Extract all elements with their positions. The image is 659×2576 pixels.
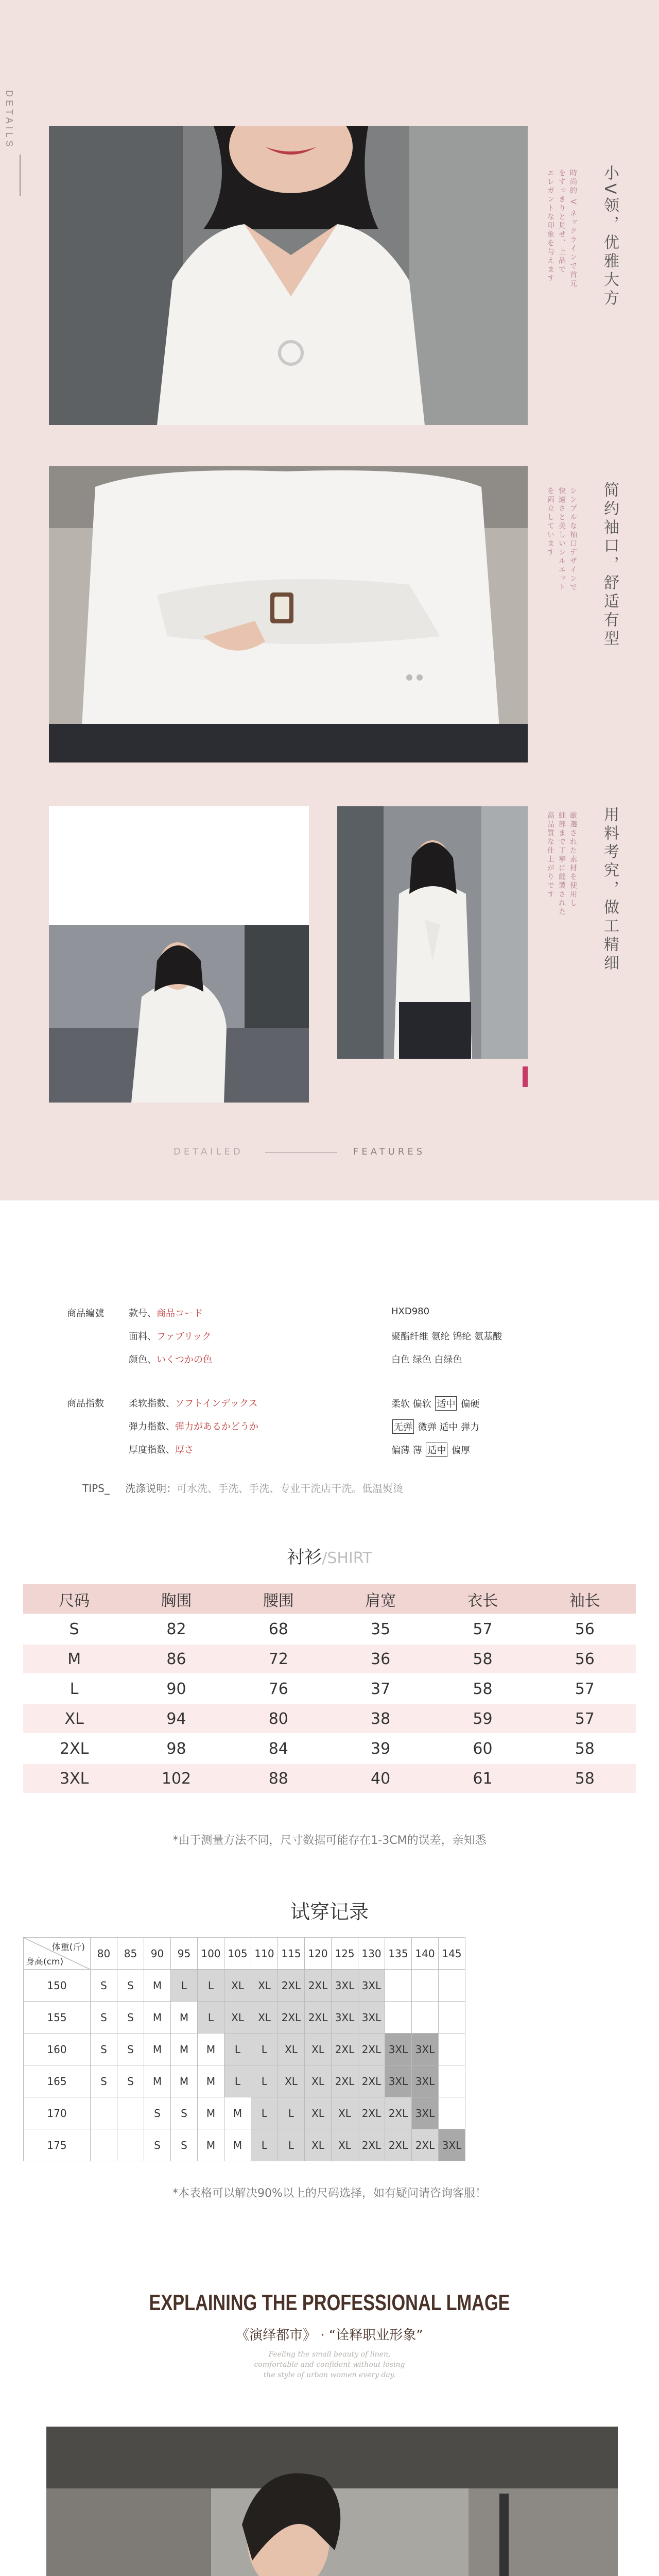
option: 适中 [439, 1422, 458, 1433]
size-cell: 84 [228, 1734, 330, 1764]
fit-cell: L [224, 2065, 251, 2097]
size-header-cell: 尺码 [23, 1584, 125, 1614]
fit-weight-header: 140 [412, 1938, 439, 1970]
fit-weight-header: 120 [305, 1938, 332, 1970]
fit-weight-header: 95 [171, 1938, 198, 1970]
fit-cell [91, 2129, 117, 2161]
fit-cell [117, 2097, 144, 2129]
fit-cell: 2XL [332, 2065, 358, 2097]
caption2-title: 简约袖口，舒适有型 [601, 482, 619, 649]
fit-cell: M [144, 2033, 171, 2065]
size-header-row [23, 1584, 636, 1614]
size-row [23, 1674, 636, 1704]
height-axis-label: 身高(cm) [26, 1957, 64, 1967]
size-cell: 88 [228, 1764, 330, 1793]
fit-cell: XL [224, 2002, 251, 2033]
full-look-photo [337, 806, 528, 1059]
info-value: HXD980 [391, 1306, 430, 1317]
size-cell: 86 [125, 1644, 227, 1674]
fit-cell: XL [278, 2065, 305, 2097]
size-chart-table [23, 1584, 636, 1794]
fit-weight-header: 145 [439, 1938, 465, 1970]
info-value: 聚酯纤维 氨纶 锦纶 氨基酸 [391, 1331, 502, 1342]
info-value: 白色 绿色 白绿色 [391, 1354, 462, 1365]
fit-cell: M [144, 2065, 171, 2097]
index-cn: 柔软指数 [129, 1398, 166, 1409]
fit-cell: L [198, 2002, 224, 2033]
caption2-subtitle [545, 487, 579, 592]
fit-cell: M [144, 2002, 171, 2033]
size-cell: 39 [330, 1734, 431, 1764]
fit-cell: L [278, 2097, 305, 2129]
caption2-sub-line: を両立しています [546, 487, 554, 557]
fit-cell [439, 2033, 465, 2065]
size-cell: 59 [431, 1704, 533, 1734]
caption2-sub-line: シンプルな袖口デザインで [569, 487, 577, 592]
option-selected: 适中 [435, 1396, 457, 1411]
fit-row [24, 2097, 465, 2129]
fit-cell: S [91, 2033, 117, 2065]
pro-image-subtitle: 《演绎都市》 · “诠释职业形象” [236, 2328, 423, 2343]
option: 柔软 [391, 1399, 410, 1410]
size-cell: 38 [330, 1704, 431, 1734]
option: 偏硬 [461, 1399, 480, 1410]
fit-cell: S [117, 2065, 144, 2097]
fit-weight-header: 115 [278, 1938, 305, 1970]
fit-cell: M [198, 2129, 224, 2161]
fit-height-header: 165 [24, 2065, 91, 2097]
size-cell: 76 [228, 1674, 330, 1704]
size-header-cell: 肩宽 [330, 1584, 431, 1614]
fit-cell: 2XL [278, 2002, 305, 2033]
fit-cell: L [224, 2033, 251, 2065]
fit-cell: 2XL [358, 2065, 385, 2097]
fit-cell: L [251, 2065, 278, 2097]
fit-record-note: *本表格可以解决90%以上的尺码选择，如有疑问请咨询客服！ [172, 2187, 487, 2200]
fit-cell: M [198, 2097, 224, 2129]
fit-height-header: 175 [24, 2129, 91, 2161]
fit-cell: 3XL [358, 1970, 385, 2002]
size-cell: 35 [330, 1614, 431, 1644]
tips-value: 可水洗、手洗、手洗、专业干洗店干洗。低温熨烫 [177, 1482, 404, 1495]
accent-marker [523, 1066, 528, 1087]
fit-cell: 3XL [412, 2097, 439, 2129]
fit-cell: L [251, 2033, 278, 2065]
fit-height-header: 150 [24, 1970, 91, 2002]
caption2-sub-line: 快適さと美しいシルエット [558, 487, 566, 592]
size-cell: 57 [534, 1704, 636, 1734]
info-jp: ファブリック [157, 1331, 212, 1342]
index-jp: ソフトインデックス [175, 1398, 258, 1409]
fit-cell: S [117, 2002, 144, 2033]
caption1-sub-line: エレガントな印象を与えます [546, 169, 554, 283]
option: 薄 [412, 1445, 422, 1456]
fit-cell: M [224, 2097, 251, 2129]
fit-cell: 3XL [412, 2033, 439, 2065]
fit-cell [439, 2097, 465, 2129]
size-cell: 56 [534, 1614, 636, 1644]
fit-corner-cell [24, 1938, 91, 1970]
caption3-title: 用料考究，做工精细 [601, 806, 619, 973]
fit-cell: 2XL [358, 2129, 385, 2161]
fit-cell: M [198, 2033, 224, 2065]
size-cell: 58 [431, 1644, 533, 1674]
script-line: the style of urban women every day. [263, 2371, 396, 2379]
fit-cell: XL [305, 2097, 332, 2129]
fit-weight-header: 125 [332, 1938, 358, 1970]
caption1-subtitle [545, 169, 579, 288]
size-header-cell: 胸围 [125, 1584, 227, 1614]
fit-cell: 3XL [332, 1970, 358, 2002]
fit-row [24, 2065, 465, 2097]
size-row [23, 1704, 636, 1734]
softness-options [391, 1396, 479, 1411]
elasticity-options [391, 1419, 479, 1434]
fit-cell: S [117, 1970, 144, 2002]
details-side-divider [20, 155, 21, 196]
fit-cell: XL [251, 2002, 278, 2033]
script-line: Feeling the small beauty of linen, [268, 2350, 391, 2359]
fit-cell: M [171, 2065, 198, 2097]
size-chart-title [0, 1543, 659, 1568]
fit-cell: XL [224, 1970, 251, 2002]
size-row [23, 1764, 636, 1793]
size-cell: 3XL [23, 1764, 125, 1793]
size-cell: 60 [431, 1734, 533, 1764]
option: 偏厚 [452, 1445, 471, 1456]
fit-cell: XL [305, 2033, 332, 2065]
size-cell: L [23, 1674, 125, 1704]
fit-weight-header: 100 [198, 1938, 224, 1970]
info-cn: 颜色 [129, 1354, 147, 1365]
size-cell: 94 [125, 1704, 227, 1734]
caption1-sub-line: 時尚的 V ネックラインで首元 [569, 169, 577, 289]
caption3-sub-line: 細部まで丁寧に縫製された [558, 811, 566, 917]
fit-weight-header: 80 [91, 1938, 117, 1970]
fit-cell [412, 1970, 439, 2002]
details-footer [0, 1146, 659, 1162]
washing-tips [82, 1480, 403, 1495]
script-line: comfortable and confident without losing [254, 2361, 405, 2369]
fit-cell: 3XL [439, 2129, 465, 2161]
fit-cell: M [171, 2033, 198, 2065]
pro-image-script [0, 2349, 659, 2380]
details-side-label: DETAILS [4, 90, 14, 150]
size-cell: 58 [431, 1674, 533, 1704]
caption1-sub-line: をすっきりと見せ、上品で [558, 169, 566, 274]
fit-cell: 3XL [332, 2002, 358, 2033]
fit-height-header: 155 [24, 2002, 91, 2033]
fit-cell: S [117, 2033, 144, 2065]
fit-cell: XL [332, 2097, 358, 2129]
fit-row [24, 1970, 465, 2002]
info-cn: 款号 [129, 1308, 147, 1319]
fit-cell: XL [251, 1970, 278, 2002]
size-header-cell: 衣长 [431, 1584, 533, 1614]
fit-cell: XL [278, 2033, 305, 2065]
fit-cell: 2XL [385, 2129, 412, 2161]
fit-cell: 2XL [278, 1970, 305, 2002]
size-title-en: /SHIRT [322, 1549, 372, 1567]
info-jp: 商品コード [157, 1308, 203, 1319]
size-cell: 37 [330, 1674, 431, 1704]
size-cell: 90 [125, 1674, 227, 1704]
fit-weight-header: 85 [117, 1938, 144, 1970]
option-selected: 无弹 [392, 1419, 414, 1434]
fit-cell: S [91, 1970, 117, 2002]
info-label: 商品編號 [67, 1308, 104, 1319]
size-header-cell: 腰围 [228, 1584, 330, 1614]
fit-cell: L [251, 2097, 278, 2129]
fit-cell: XL [305, 2129, 332, 2161]
size-cell: 102 [125, 1764, 227, 1793]
size-chart-note: *由于测量方法不同，尺寸数据可能存在1-3CM的误差，亲知悉 [172, 1834, 487, 1847]
fit-cell: S [144, 2129, 171, 2161]
index-label: 商品指数 [67, 1398, 104, 1409]
index-cn: 厚度指数 [129, 1445, 166, 1455]
fit-cell: M [224, 2129, 251, 2161]
fit-cell: S [144, 2097, 171, 2129]
fit-cell [439, 2065, 465, 2097]
fit-cell: L [278, 2129, 305, 2161]
fit-cell [412, 2002, 439, 2033]
fit-cell [91, 2097, 117, 2129]
fit-height-header: 160 [24, 2033, 91, 2065]
fit-cell: 2XL [305, 2002, 332, 2033]
info-cn: 面料 [129, 1331, 147, 1342]
fit-cell: 2XL [358, 2033, 385, 2065]
fit-cell [439, 1970, 465, 2002]
fit-cell: S [91, 2065, 117, 2097]
size-header-cell: 袖长 [534, 1584, 636, 1614]
fit-cell: XL [305, 2065, 332, 2097]
caption3-sub-line: 高品質な仕上がりです [546, 811, 554, 899]
fit-cell: 3XL [358, 2002, 385, 2033]
fit-weight-header: 130 [358, 1938, 385, 1970]
fit-row [24, 2002, 465, 2033]
tips-key: TIPS_ [82, 1482, 110, 1495]
fit-cell: L [198, 1970, 224, 2002]
size-title-cn: 衬衫 [287, 1547, 322, 1568]
thickness-options [391, 1443, 470, 1457]
caption3-sub-line: 厳選された素材を使用し [569, 811, 577, 908]
size-cell: S [23, 1614, 125, 1644]
details-footer-left: DETAILED [174, 1146, 244, 1157]
fit-cell: L [171, 1970, 198, 2002]
product-detail-page: DETAILS 小V领，优雅大方 時尚的 V ネックラインで首元 をすっきりと見せ、上品で エレガントな印象を与えます 简约袖口，舒适有型 シンプルな袖口デザインで 快適さと美しいシルエット を両立しています 用料考究，做工精细 厳選された素材を使用し 細部まで丁寧に縫製された 高品質な仕上がりです DETAILED FEATURES 商品編號 款号、商品コード HXD980 面料、ファブリック 聚酯纤维 氨纶 锦纶 氨基酸 颜色、いくつかの色 白色 绿色 白绿色 商品指数 柔软指数、ソフトインデックス 柔软 偏软 适中 偏硬 弹力指数、弾力があるかどうか 无弹 微弹 适中 弹力 厚度指数、厚さ 偏薄 薄 适中 偏厚 TIPS_ 洗涤说明：可水洗、手洗、手洗、专业干洗店干洗。低温熨烫 衬衫/SHIRT 尺码 胸围 腰围 肩宽 衣长 袖长 S 82 68 35 57 56 M 86 72 36 58 56 L 90 76 37 58 57 XL 94 80 38 59 57 2XL 98 84 39 60 58 3XL 102 88 40 61 58 *由于测量方法不同，尺寸数据可能存在1-3CM的误差，亲知悉 试穿记录 体重(斤) 身高(cm) 80 85 90 95 100 105 110 115 120 125 130 135 140 145 150 S S M L L XL XL 2XL 2XL 3XL 3XL 155 S S M M L XL XL 2XL 2XL 3XL 3XL 160 S S M M M L L XL XL 2XL 2XL 3XL 3XL 165 S S M M M L L XL XL 2XL 2XL 3XL 3XL 170 S S M M L L XL XL 2XL 2XL 3XL 175 S S M M L L XL XL 2XL 2XL 2XL 3XL *本表格可以解决90%以上的尺码选择，如有疑问请咨询客服！ EXPLAINING THE PROFESSIONAL LMAGE 《演绎都市》 · “诠释职业形象” Feeling the small beauty of linen, comfortable and confident without losing the style of urban women every day. [0, 0, 659, 2576]
pro-image-title: EXPLAINING THE PROFESSIONAL LMAGE [149, 2290, 510, 2315]
option-selected: 适中 [426, 1443, 447, 1457]
option: 偏软 [412, 1399, 431, 1410]
fit-cell: S [91, 2002, 117, 2033]
index-cn: 弹力指数 [129, 1421, 166, 1432]
fit-cell [385, 1970, 412, 2002]
fit-cell [117, 2129, 144, 2161]
option: 偏薄 [391, 1445, 410, 1456]
size-cell: 98 [125, 1734, 227, 1764]
fit-weight-header: 135 [385, 1938, 412, 1970]
fit-cell: XL [332, 2129, 358, 2161]
details-footer-right: FEATURES [353, 1146, 426, 1157]
fit-cell: L [251, 2129, 278, 2161]
fit-cell: M [171, 2002, 198, 2033]
size-cell: 58 [534, 1764, 636, 1793]
option: 微弹 [418, 1422, 437, 1433]
fit-cell: M [198, 2065, 224, 2097]
index-jp: 弾力があるかどうか [175, 1421, 258, 1432]
weight-axis-label: 体重(斤) [51, 1942, 85, 1953]
caption3-subtitle [545, 811, 579, 917]
option: 弹力 [461, 1422, 480, 1433]
size-cell: 57 [534, 1674, 636, 1704]
professional-look-photo [46, 2427, 618, 2576]
size-cell: 57 [431, 1614, 533, 1644]
fit-cell: 2XL [412, 2129, 439, 2161]
caption1-title: 小V领，优雅大方 [601, 165, 619, 309]
tips-title: 洗涤说明： [125, 1482, 177, 1495]
fit-row [24, 2129, 465, 2161]
fit-weight-header: 90 [144, 1938, 171, 1970]
fit-cell: 2XL [332, 2033, 358, 2065]
index-jp: 厚さ [175, 1445, 194, 1455]
size-cell: 2XL [23, 1734, 125, 1764]
size-cell: 58 [534, 1734, 636, 1764]
size-cell: 40 [330, 1764, 431, 1793]
fit-weight-header: 105 [224, 1938, 251, 1970]
fit-cell: 2XL [358, 2097, 385, 2129]
size-cell: 68 [228, 1614, 330, 1644]
fit-cell: S [171, 2097, 198, 2129]
size-cell: 36 [330, 1644, 431, 1674]
fit-cell [439, 2002, 465, 2033]
fit-cell: S [171, 2129, 198, 2161]
size-cell: 61 [431, 1764, 533, 1793]
fit-record-table [23, 1937, 465, 2161]
fit-cell: 3XL [412, 2065, 439, 2097]
fit-height-header: 170 [24, 2097, 91, 2129]
v-neck-photo [49, 126, 528, 425]
fit-cell [385, 2002, 412, 2033]
size-cell: 80 [228, 1704, 330, 1734]
fit-cell: 3XL [385, 2033, 412, 2065]
fit-cell: 2XL [305, 1970, 332, 2002]
details-footer-divider [265, 1152, 337, 1153]
fit-row [24, 2033, 465, 2065]
fit-header-row [24, 1938, 465, 1970]
info-jp: いくつかの色 [157, 1354, 212, 1365]
size-cell: XL [23, 1704, 125, 1734]
size-cell: 72 [228, 1644, 330, 1674]
size-row [23, 1734, 636, 1764]
fit-record-title: 试穿记录 [290, 1901, 369, 1923]
fit-cell: 2XL [385, 2097, 412, 2129]
size-cell: 56 [534, 1644, 636, 1674]
size-cell: M [23, 1644, 125, 1674]
fit-cell: 3XL [385, 2065, 412, 2097]
size-row [23, 1614, 636, 1644]
fit-cell: M [144, 1970, 171, 2002]
size-cell: 82 [125, 1614, 227, 1644]
fit-weight-header: 110 [251, 1938, 278, 1970]
cuff-photo [49, 466, 528, 762]
fabric-panel [49, 806, 309, 1103]
size-row [23, 1644, 636, 1674]
